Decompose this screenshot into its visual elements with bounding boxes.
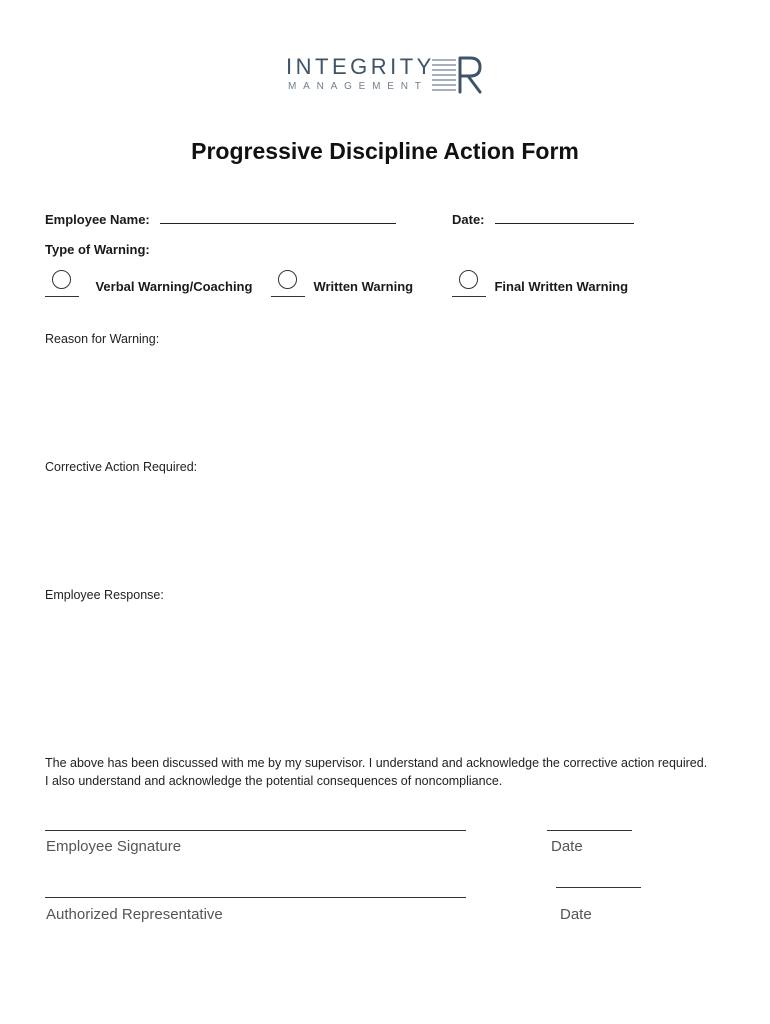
date-label: Date: xyxy=(452,212,485,227)
option-label: Verbal Warning/Coaching xyxy=(95,279,253,294)
reason-for-warning-area[interactable] xyxy=(45,352,725,452)
employee-name-field[interactable] xyxy=(160,211,396,224)
employee-name-row xyxy=(45,211,396,229)
representative-date-line[interactable] xyxy=(556,887,641,888)
option-final-written-warning[interactable] xyxy=(452,276,628,297)
option-label: Written Warning xyxy=(313,279,414,294)
logo-subtitle: MANAGEMENT xyxy=(288,81,428,92)
employee-date-line[interactable] xyxy=(547,830,632,831)
date-field[interactable] xyxy=(495,211,634,224)
company-logo xyxy=(286,54,486,96)
employee-date-label: Date xyxy=(551,838,583,855)
representative-date-label: Date xyxy=(560,906,592,923)
employee-response-label: Employee Response: xyxy=(45,588,164,602)
radio-circle-icon[interactable] xyxy=(459,270,478,289)
hr-logo-mark-icon xyxy=(430,56,486,96)
reason-for-warning-label: Reason for Warning: xyxy=(45,332,160,346)
authorized-representative-label: Authorized Representative xyxy=(46,906,223,923)
employee-signature-label: Employee Signature xyxy=(46,838,182,855)
acknowledgement-line-1: The above has been discussed with me by my supervisor. I understand and acknowledge the corrective action required. xyxy=(45,756,708,770)
option-written-warning[interactable] xyxy=(271,276,413,297)
option-label: Final Written Warning xyxy=(494,279,629,294)
type-of-warning-label: Type of Warning: xyxy=(45,242,150,257)
date-row xyxy=(452,211,634,229)
representative-signature-line[interactable] xyxy=(45,897,466,898)
option-verbal-warning[interactable] xyxy=(45,276,252,297)
radio-circle-icon[interactable] xyxy=(52,270,71,289)
corrective-action-area[interactable] xyxy=(45,480,725,580)
logo-wordmark: INTEGRITY xyxy=(286,54,435,79)
employee-signature-line[interactable] xyxy=(45,830,466,831)
employee-name-label: Employee Name: xyxy=(45,212,150,227)
page-title: Progressive Discipline Action Form xyxy=(191,138,579,164)
acknowledgement-text xyxy=(45,754,745,790)
acknowledgement-line-2: I also understand and acknowledge the potential consequences of noncompliance. xyxy=(45,774,503,788)
employee-response-area[interactable] xyxy=(45,608,725,738)
corrective-action-label: Corrective Action Required: xyxy=(45,460,198,474)
radio-circle-icon[interactable] xyxy=(278,270,297,289)
